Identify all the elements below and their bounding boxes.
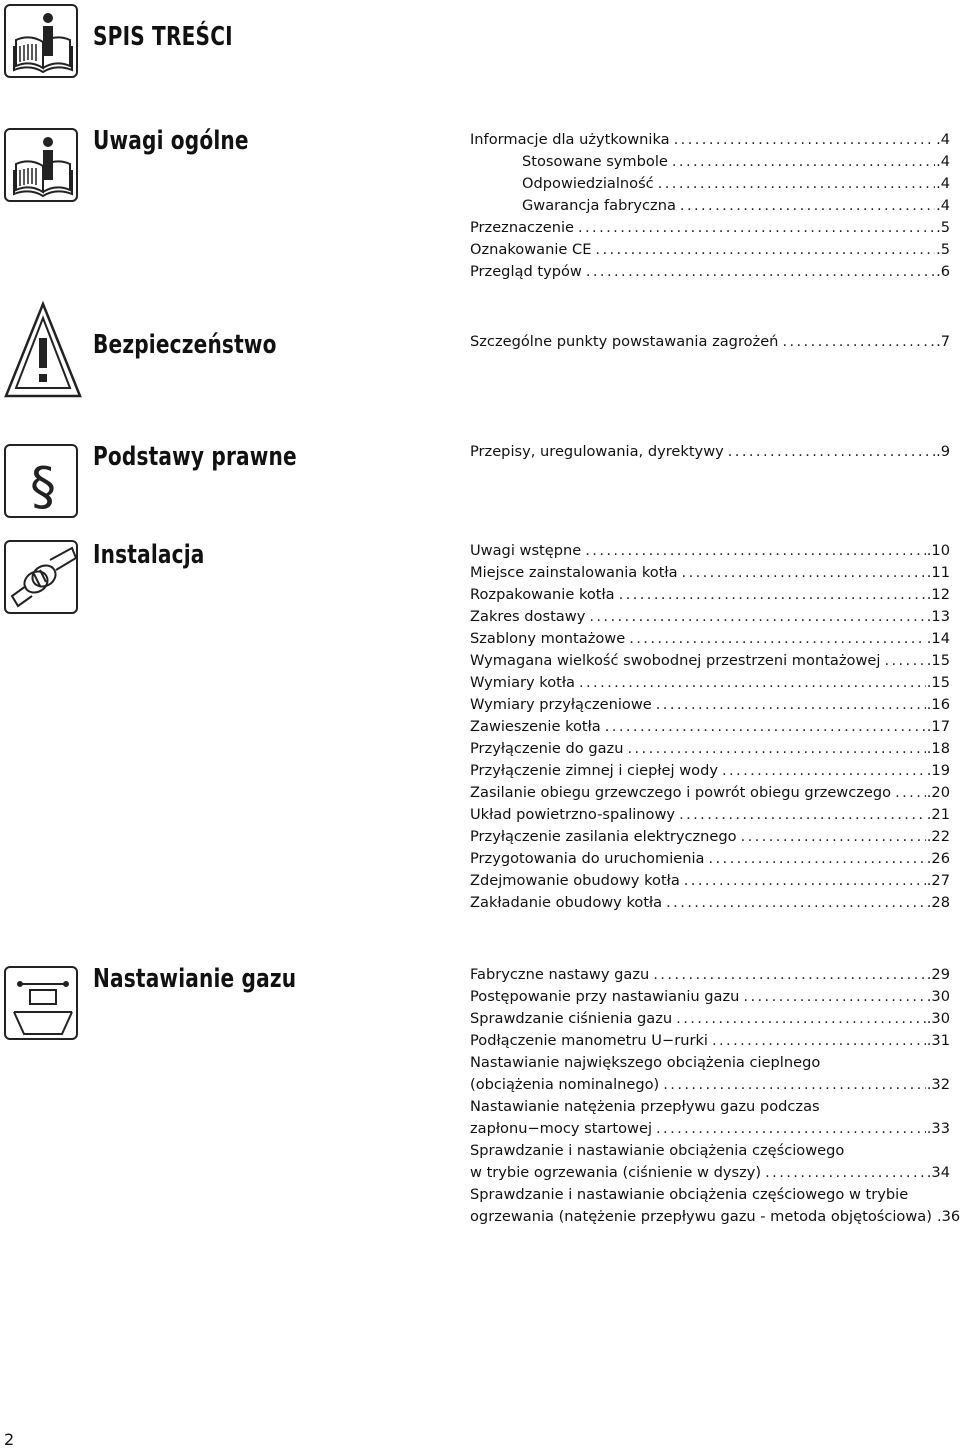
gas-valve-icon: [4, 966, 78, 1040]
toc-entry[interactable]: Układ powietrzno-spalinowy ..... .21: [470, 804, 960, 826]
toc-list-instalacja: [470, 540, 960, 914]
toc-entry[interactable]: Fabryczne nastawy gazu ..... .29: [470, 964, 960, 986]
toc-entry[interactable]: Sprawdzanie ciśnienia gazu ..... .30: [470, 1008, 960, 1030]
toc-list-podstawy: [470, 441, 960, 463]
toc-entry[interactable]: Wymiary kotła ..... .15: [470, 672, 960, 694]
toc-entry[interactable]: Zakładanie obudowy kotła ..... .28: [470, 892, 960, 914]
toc-entry[interactable]: Przepisy, uregulowania, dyrektywy ..... .9: [470, 441, 960, 463]
toc-entry-continued[interactable]: Sprawdzanie i nastawianie obciążenia częściowego: [470, 1142, 845, 1159]
toc-entry[interactable]: Odpowiedzialność ..... .4: [470, 173, 960, 195]
toc-entry[interactable]: Zdejmowanie obudowy kotła ..... .27: [470, 870, 960, 892]
toc-entry[interactable]: Uwagi wstępne ..... .10: [470, 540, 960, 562]
toc-entry[interactable]: Miejsce zainstalowania kotła ..... .11: [470, 562, 960, 584]
info-book-icon: [4, 128, 78, 202]
toc-entry[interactable]: Szablony montażowe ..... .14: [470, 628, 960, 650]
section-title-podstawy: Podstawy prawne: [93, 442, 297, 472]
toc-list-bezpieczenstwo: [470, 331, 960, 353]
toc-entry[interactable]: Wymiary przyłączeniowe ..... .16: [470, 694, 960, 716]
toc-list-uwagi: [470, 129, 960, 283]
toc-entry[interactable]: (obciążenia nominalnego) ..... .32: [470, 1074, 960, 1096]
toc-entry[interactable]: Informacje dla użytkownika ..... .4: [470, 129, 960, 151]
toc-entry[interactable]: Przygotowania do uruchomienia ..... .26: [470, 848, 960, 870]
section-title-bezpieczenstwo: Bezpieczeństwo: [93, 330, 277, 360]
pipe-fitting-icon: [4, 540, 78, 614]
toc-entry[interactable]: Przyłączenie do gazu ..... .18: [470, 738, 960, 760]
info-book-icon: [4, 4, 78, 78]
svg-text:§: §: [30, 457, 56, 517]
toc-entry[interactable]: Rozpakowanie kotła ..... .12: [470, 584, 960, 606]
warning-triangle-icon: [4, 300, 82, 404]
toc-entry[interactable]: Przyłączenie zasilania elektrycznego ..... .22: [470, 826, 960, 848]
page-title: SPIS TREŚCI: [93, 22, 233, 52]
toc-entry[interactable]: Zawieszenie kotła ..... .17: [470, 716, 960, 738]
toc-entry[interactable]: Oznakowanie CE ..... .5: [470, 239, 960, 261]
toc-entry-continued[interactable]: Nastawianie największego obciążenia cieplnego: [470, 1054, 821, 1071]
toc-entry[interactable]: Zakres dostawy ..... .13: [470, 606, 960, 628]
toc-entry[interactable]: Przegląd typów ..... .6: [470, 261, 960, 283]
toc-entry[interactable]: Szczególne punkty powstawania zagrożeń ..... .7: [470, 331, 960, 353]
toc-entry[interactable]: Podłączenie manometru U−rurki ..... .31: [470, 1030, 960, 1052]
toc-entry[interactable]: Zasilanie obiegu grzewczego i powrót obiegu grzewczego ..... .20: [470, 782, 960, 804]
toc-entry[interactable]: ogrzewania (natężenie przepływu gazu - metoda objętościowa) .36: [470, 1208, 960, 1225]
toc-entry[interactable]: Przyłączenie zimnej i ciepłej wody ..... .19: [470, 760, 960, 782]
toc-entry[interactable]: Przeznaczenie ..... .5: [470, 217, 960, 239]
section-title-instalacja: Instalacja: [93, 540, 205, 570]
toc-entry[interactable]: w trybie ogrzewania (ciśnienie w dyszy) ..... .34: [470, 1162, 960, 1184]
toc-entry-continued[interactable]: Nastawianie natężenia przepływu gazu podczas: [470, 1098, 820, 1115]
section-title-uwagi: Uwagi ogólne: [93, 126, 249, 156]
toc-entry[interactable]: zapłonu−mocy startowej ..... .33: [470, 1118, 960, 1140]
toc-entry[interactable]: Postępowanie przy nastawianiu gazu ..... .30: [470, 986, 960, 1008]
toc-entry[interactable]: Gwarancja fabryczna ..... .4: [470, 195, 960, 217]
toc-entry[interactable]: Stosowane symbole ..... .4: [470, 151, 960, 173]
section-title-nastawianie: Nastawianie gazu: [93, 964, 297, 994]
page-number: 2: [4, 1430, 15, 1449]
paragraph-icon: [4, 444, 78, 518]
toc-entry-continued[interactable]: Sprawdzanie i nastawianie obciążenia częściowego w trybie: [470, 1186, 909, 1203]
toc-entry[interactable]: Wymagana wielkość swobodnej przestrzeni montażowej ..... .15: [470, 650, 960, 672]
toc-list-nastawianie: [470, 964, 960, 1228]
